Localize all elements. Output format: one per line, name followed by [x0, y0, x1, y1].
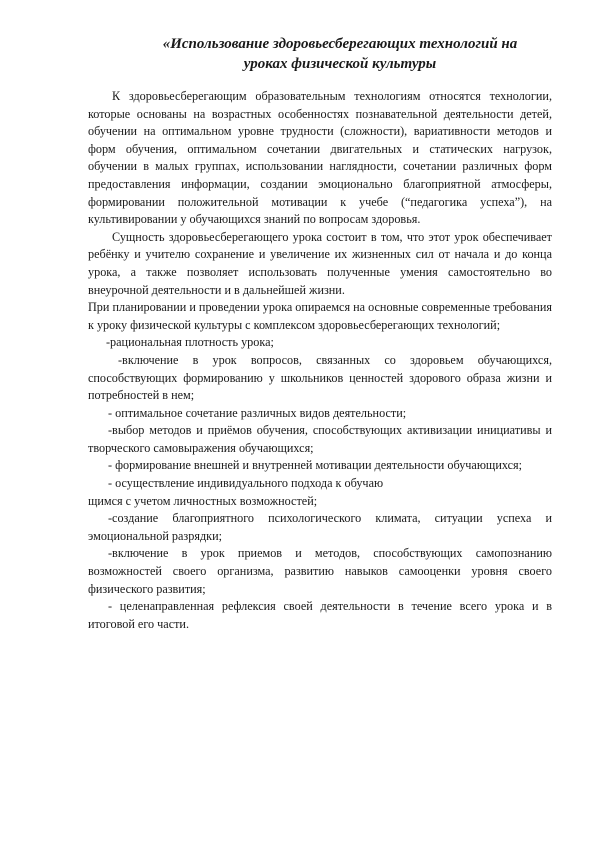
list-item-continuation: щимся с учетом личностных возможностей; [88, 493, 318, 508]
paragraph-essence: Сущность здоровьесберегающего урока состоит в том, что этот урок обеспечивает ребёнку и учителю сохранение и увеличение их жизненных сил от начала и до конца урока, а также позволяет использовать полученные умения самостоятельно во внеурочной деятельности и в дальнейшей жизни. [88, 229, 552, 297]
list-item: - формирование внешней и внутренней мотивации деятельности обучающихся; [108, 458, 522, 473]
document-page [88, 34, 552, 633]
list-item: - целенаправленная рефлексия своей деятельности в течение всего урока и в итоговой его части. [88, 599, 552, 631]
document-title [88, 34, 552, 74]
list-item: -рациональная плотность урока; [106, 335, 274, 350]
list-item: -выбор методов и приёмов обучения, способствующих активизации инициативы и творческого самовыражения обучающихся; [88, 423, 552, 455]
paragraph-requirements: При планировании и проведении урока опираемся на основные современные требования к уроку физической культуры с комплексом здоровьесберегающих технологий; [88, 300, 552, 332]
title-line-1: «Использование здоровьесберегающих технологий на [162, 36, 518, 52]
list-item: -включение в урок приемов и методов, способствующих самопознанию возможностей своего организма, развитию навыков самооценки уровня своего физического развития; [88, 546, 552, 596]
list-item: - осуществление индивидуального подхода к обучаю [108, 476, 384, 491]
list-item: - оптимальное сочетание различных видов деятельности; [108, 405, 407, 420]
title-line-2: уроках физической культуры [243, 56, 437, 72]
list-item: -создание благоприятного психологического климата, ситуации успеха и эмоциональной разрядки; [88, 511, 552, 543]
paragraph-intro: К здоровьесберегающим образовательным технологиям относятся технологии, которые основаны на возрастных особенностях познавательной деятельности детей, обучении на оптимальном уровне трудности (сложности), вариативности методов и форм обучения, оптимальном сочетании двигательных и статических нагрузок, обучении в малых группах, использовании наглядности, сочетании различных форм предоставления информации, создании эмоционально благоприятной атмосферы, формировании положительной мотивации к учебе (“педагогика успеха”), на культивировании у обучающихся знаний по вопросам здоровья. [88, 89, 552, 227]
list-item: -включение в урок вопросов, связанных со здоровьем обучающихся, способствующих формированию у школьников ценностей здорового образа жизни и потребностей в нем; [88, 352, 552, 403]
